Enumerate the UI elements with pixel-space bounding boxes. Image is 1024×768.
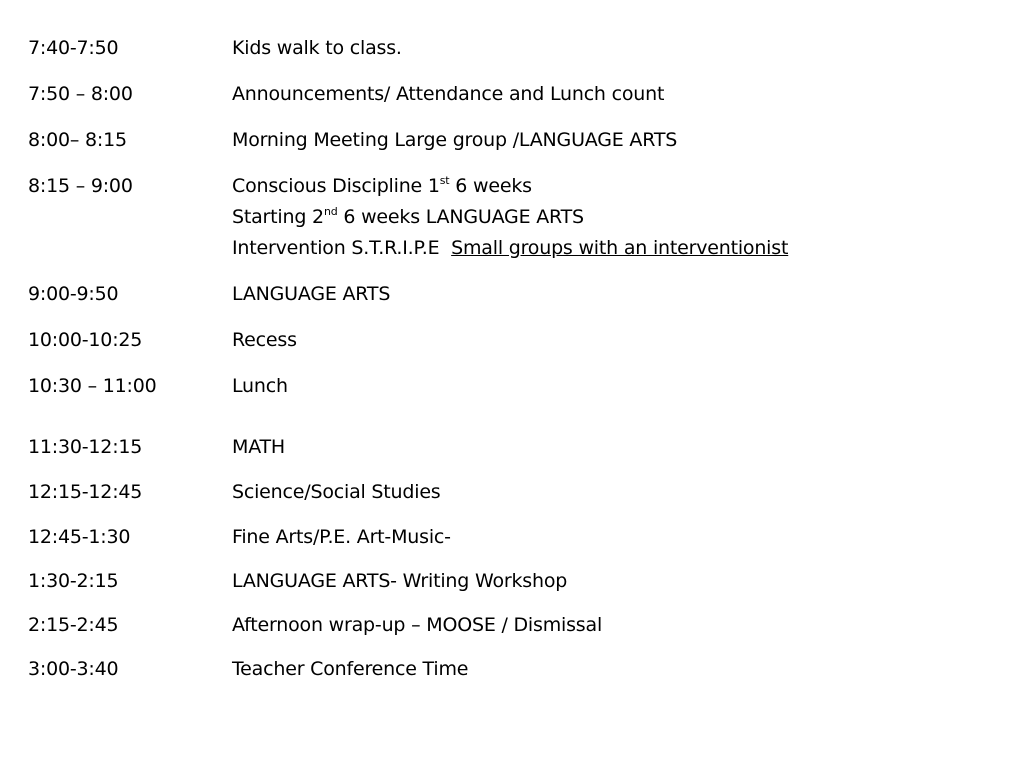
activity: Science/Social Studies xyxy=(232,481,441,503)
activity: Fine Arts/P.E. Art-Music- xyxy=(232,526,451,548)
time-slot: 12:45-1:30 xyxy=(28,526,131,548)
activity-text: Conscious Discipline 1 xyxy=(232,175,440,197)
time-slot: 11:30-12:15 xyxy=(28,436,143,458)
activity: LANGUAGE ARTS xyxy=(232,283,391,305)
activity: LANGUAGE ARTS- Writing Workshop xyxy=(232,570,568,592)
time-slot: 7:50 – 8:00 xyxy=(28,83,133,105)
time-slot: 12:15-12:45 xyxy=(28,481,143,503)
time-slot: 10:00-10:25 xyxy=(28,329,143,351)
activity: Announcements/ Attendance and Lunch count xyxy=(232,83,665,105)
activity-text: Intervention S.T.R.I.P.E xyxy=(232,237,452,259)
activity-line xyxy=(232,174,532,198)
ordinal-suffix: st xyxy=(439,173,450,187)
activity: MATH xyxy=(232,436,286,458)
activity: Recess xyxy=(232,329,297,351)
activity-text: Starting 2 xyxy=(232,206,324,228)
activity: Morning Meeting Large group /LANGUAGE ARTS xyxy=(232,129,678,151)
underlined-note: Small groups with an interventionist xyxy=(451,237,789,259)
time-slot: 8:00– 8:15 xyxy=(28,129,127,151)
activity-line xyxy=(232,205,584,229)
time-slot: 8:15 – 9:00 xyxy=(28,175,133,197)
time-slot: 1:30-2:15 xyxy=(28,570,119,592)
time-slot: 9:00-9:50 xyxy=(28,283,119,305)
activity: Teacher Conference Time xyxy=(232,658,469,680)
activity-text: 6 weeks xyxy=(449,175,532,197)
time-slot: 10:30 – 11:00 xyxy=(28,375,157,397)
ordinal-suffix: nd xyxy=(323,204,338,218)
activity-line xyxy=(232,236,788,260)
time-slot: 2:15-2:45 xyxy=(28,614,119,636)
time-slot: 7:40-7:50 xyxy=(28,37,119,59)
activity: Afternoon wrap-up – MOOSE / Dismissal xyxy=(232,614,603,636)
activity: Lunch xyxy=(232,375,288,397)
time-slot: 3:00-3:40 xyxy=(28,658,119,680)
activity-text: 6 weeks LANGUAGE ARTS xyxy=(337,206,584,228)
activity: Kids walk to class. xyxy=(232,37,402,59)
